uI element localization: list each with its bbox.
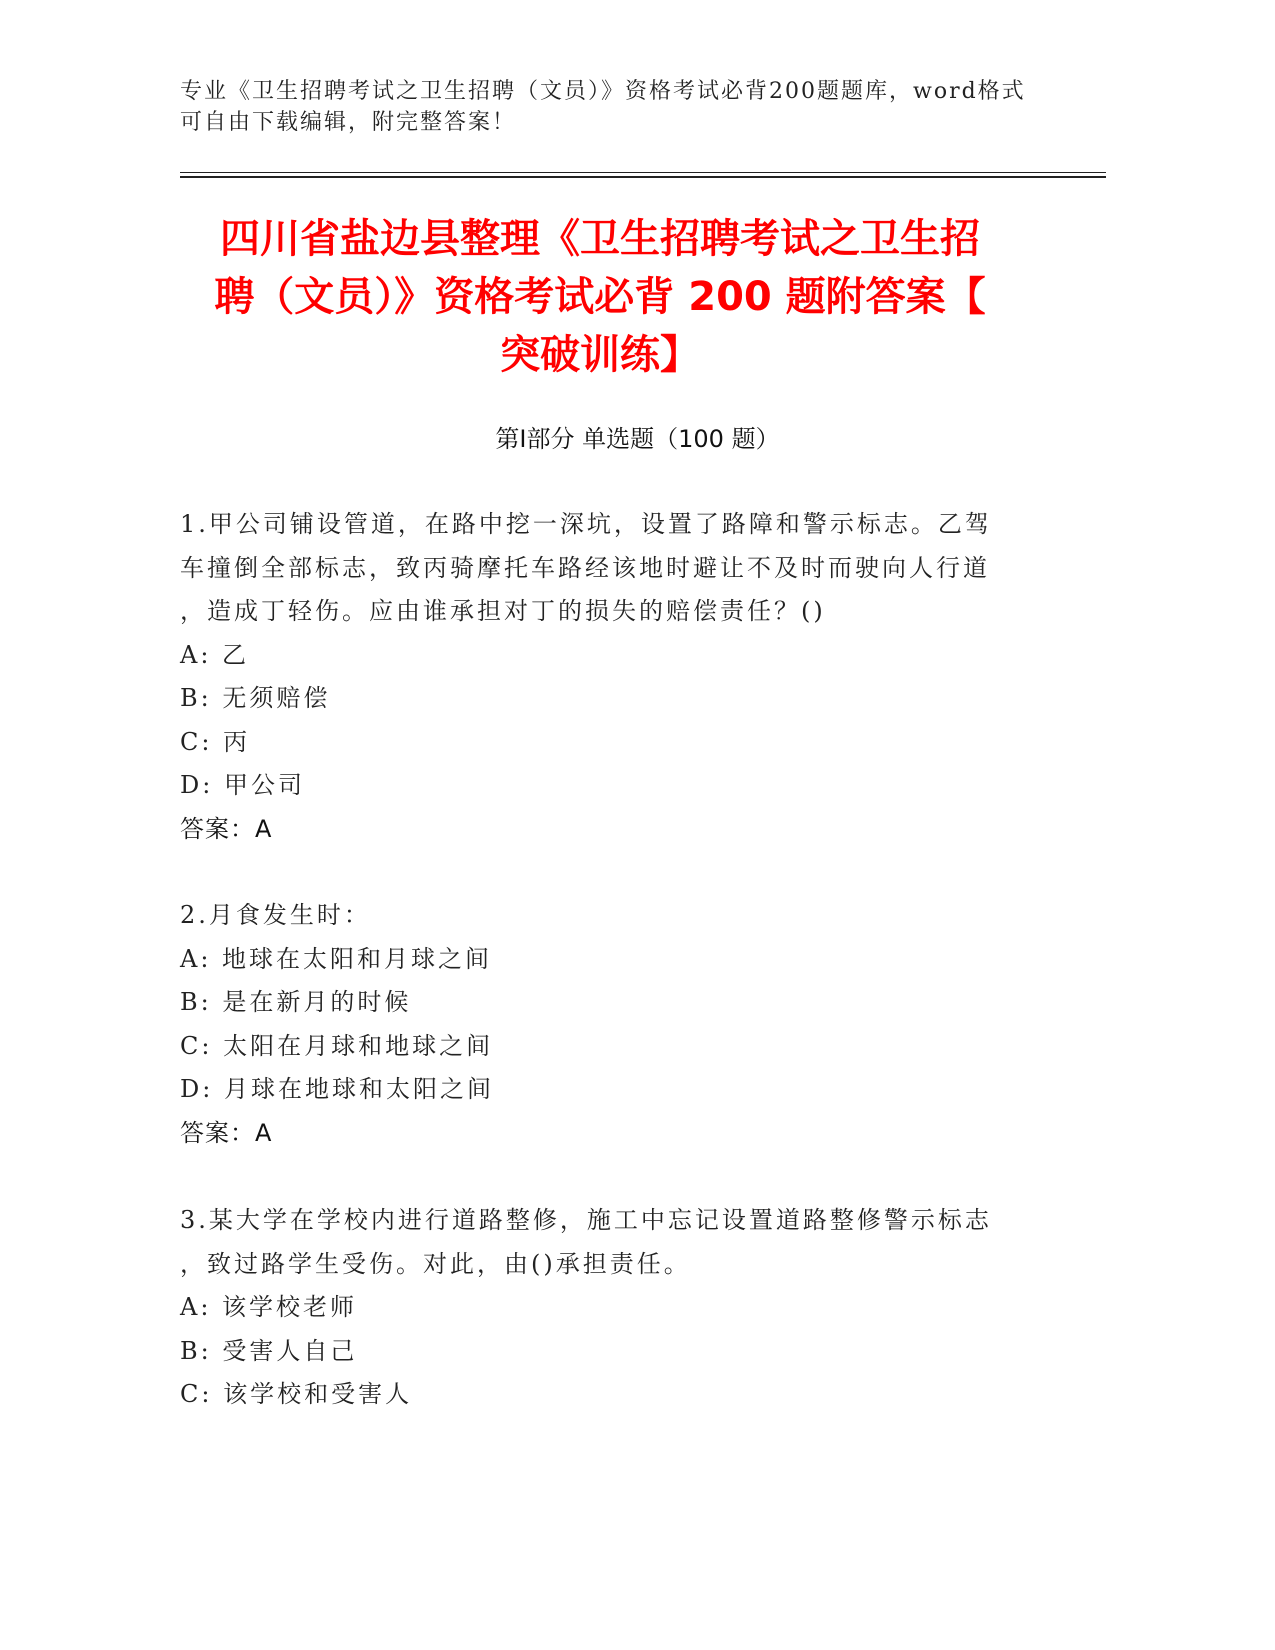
- header-rule-thick: [180, 176, 1106, 178]
- document-header: [180, 76, 1040, 138]
- option-a: A: 该学校老师: [180, 1293, 358, 1321]
- option-c: C: 丙: [180, 727, 251, 756]
- title-line-3: 突破训练】: [500, 332, 700, 378]
- header-line-1: 专业《卫生招聘考试之卫生招聘（文员）》资格考试必背200题题库，word格式: [180, 79, 1026, 104]
- option-b: B: 无须赔偿: [180, 684, 331, 712]
- header-rule-thin: [180, 172, 1106, 173]
- document-title: [150, 210, 1050, 384]
- option-d: D: 月球在地球和太阳之间: [180, 1075, 494, 1103]
- question-stem-line: ，造成丁轻伤。应由谁承担对丁的损失的赔偿责任？(): [180, 597, 826, 625]
- question-1: [180, 503, 1050, 851]
- option-c: C: 该学校和受害人: [180, 1380, 413, 1408]
- option-a: A: 地球在太阳和月球之间: [180, 944, 493, 973]
- question-stem-line: 3.某大学在学校内进行道路整修，施工中忘记设置道路整修警示标志: [180, 1206, 992, 1234]
- option-b: B: 受害人自己: [180, 1336, 358, 1365]
- section-heading: 第Ⅰ部分 单选题（100 题）: [495, 425, 780, 453]
- title-line-2: 聘（文员）》资格考试必背 200 题附答案【: [214, 274, 986, 320]
- option-a: A: 乙: [180, 640, 250, 669]
- question-3: [180, 1199, 1050, 1417]
- title-line-1: 四川省盐边县整理《卫生招聘考试之卫生招: [220, 216, 980, 262]
- answer: 答案：A: [180, 814, 273, 843]
- answer: 答案：A: [180, 1118, 273, 1147]
- header-line-2: 可自由下载编辑，附完整答案！: [180, 110, 517, 135]
- option-c: C: 太阳在月球和地球之间: [180, 1031, 494, 1060]
- question-stem-line: 车撞倒全部标志，致丙骑摩托车路经该地时避让不及时而驶向人行道: [180, 553, 990, 582]
- question-2: [180, 894, 1050, 1155]
- option-d: D: 甲公司: [180, 771, 305, 799]
- question-stem-line: 1.甲公司铺设管道，在路中挖一深坑，设置了路障和警示标志。乙驾: [180, 510, 992, 538]
- question-stem-line: ，致过路学生受伤。对此，由()承担责任。: [180, 1249, 691, 1278]
- option-b: B: 是在新月的时候: [180, 988, 412, 1016]
- question-stem-line: 2.月食发生时：: [180, 901, 371, 929]
